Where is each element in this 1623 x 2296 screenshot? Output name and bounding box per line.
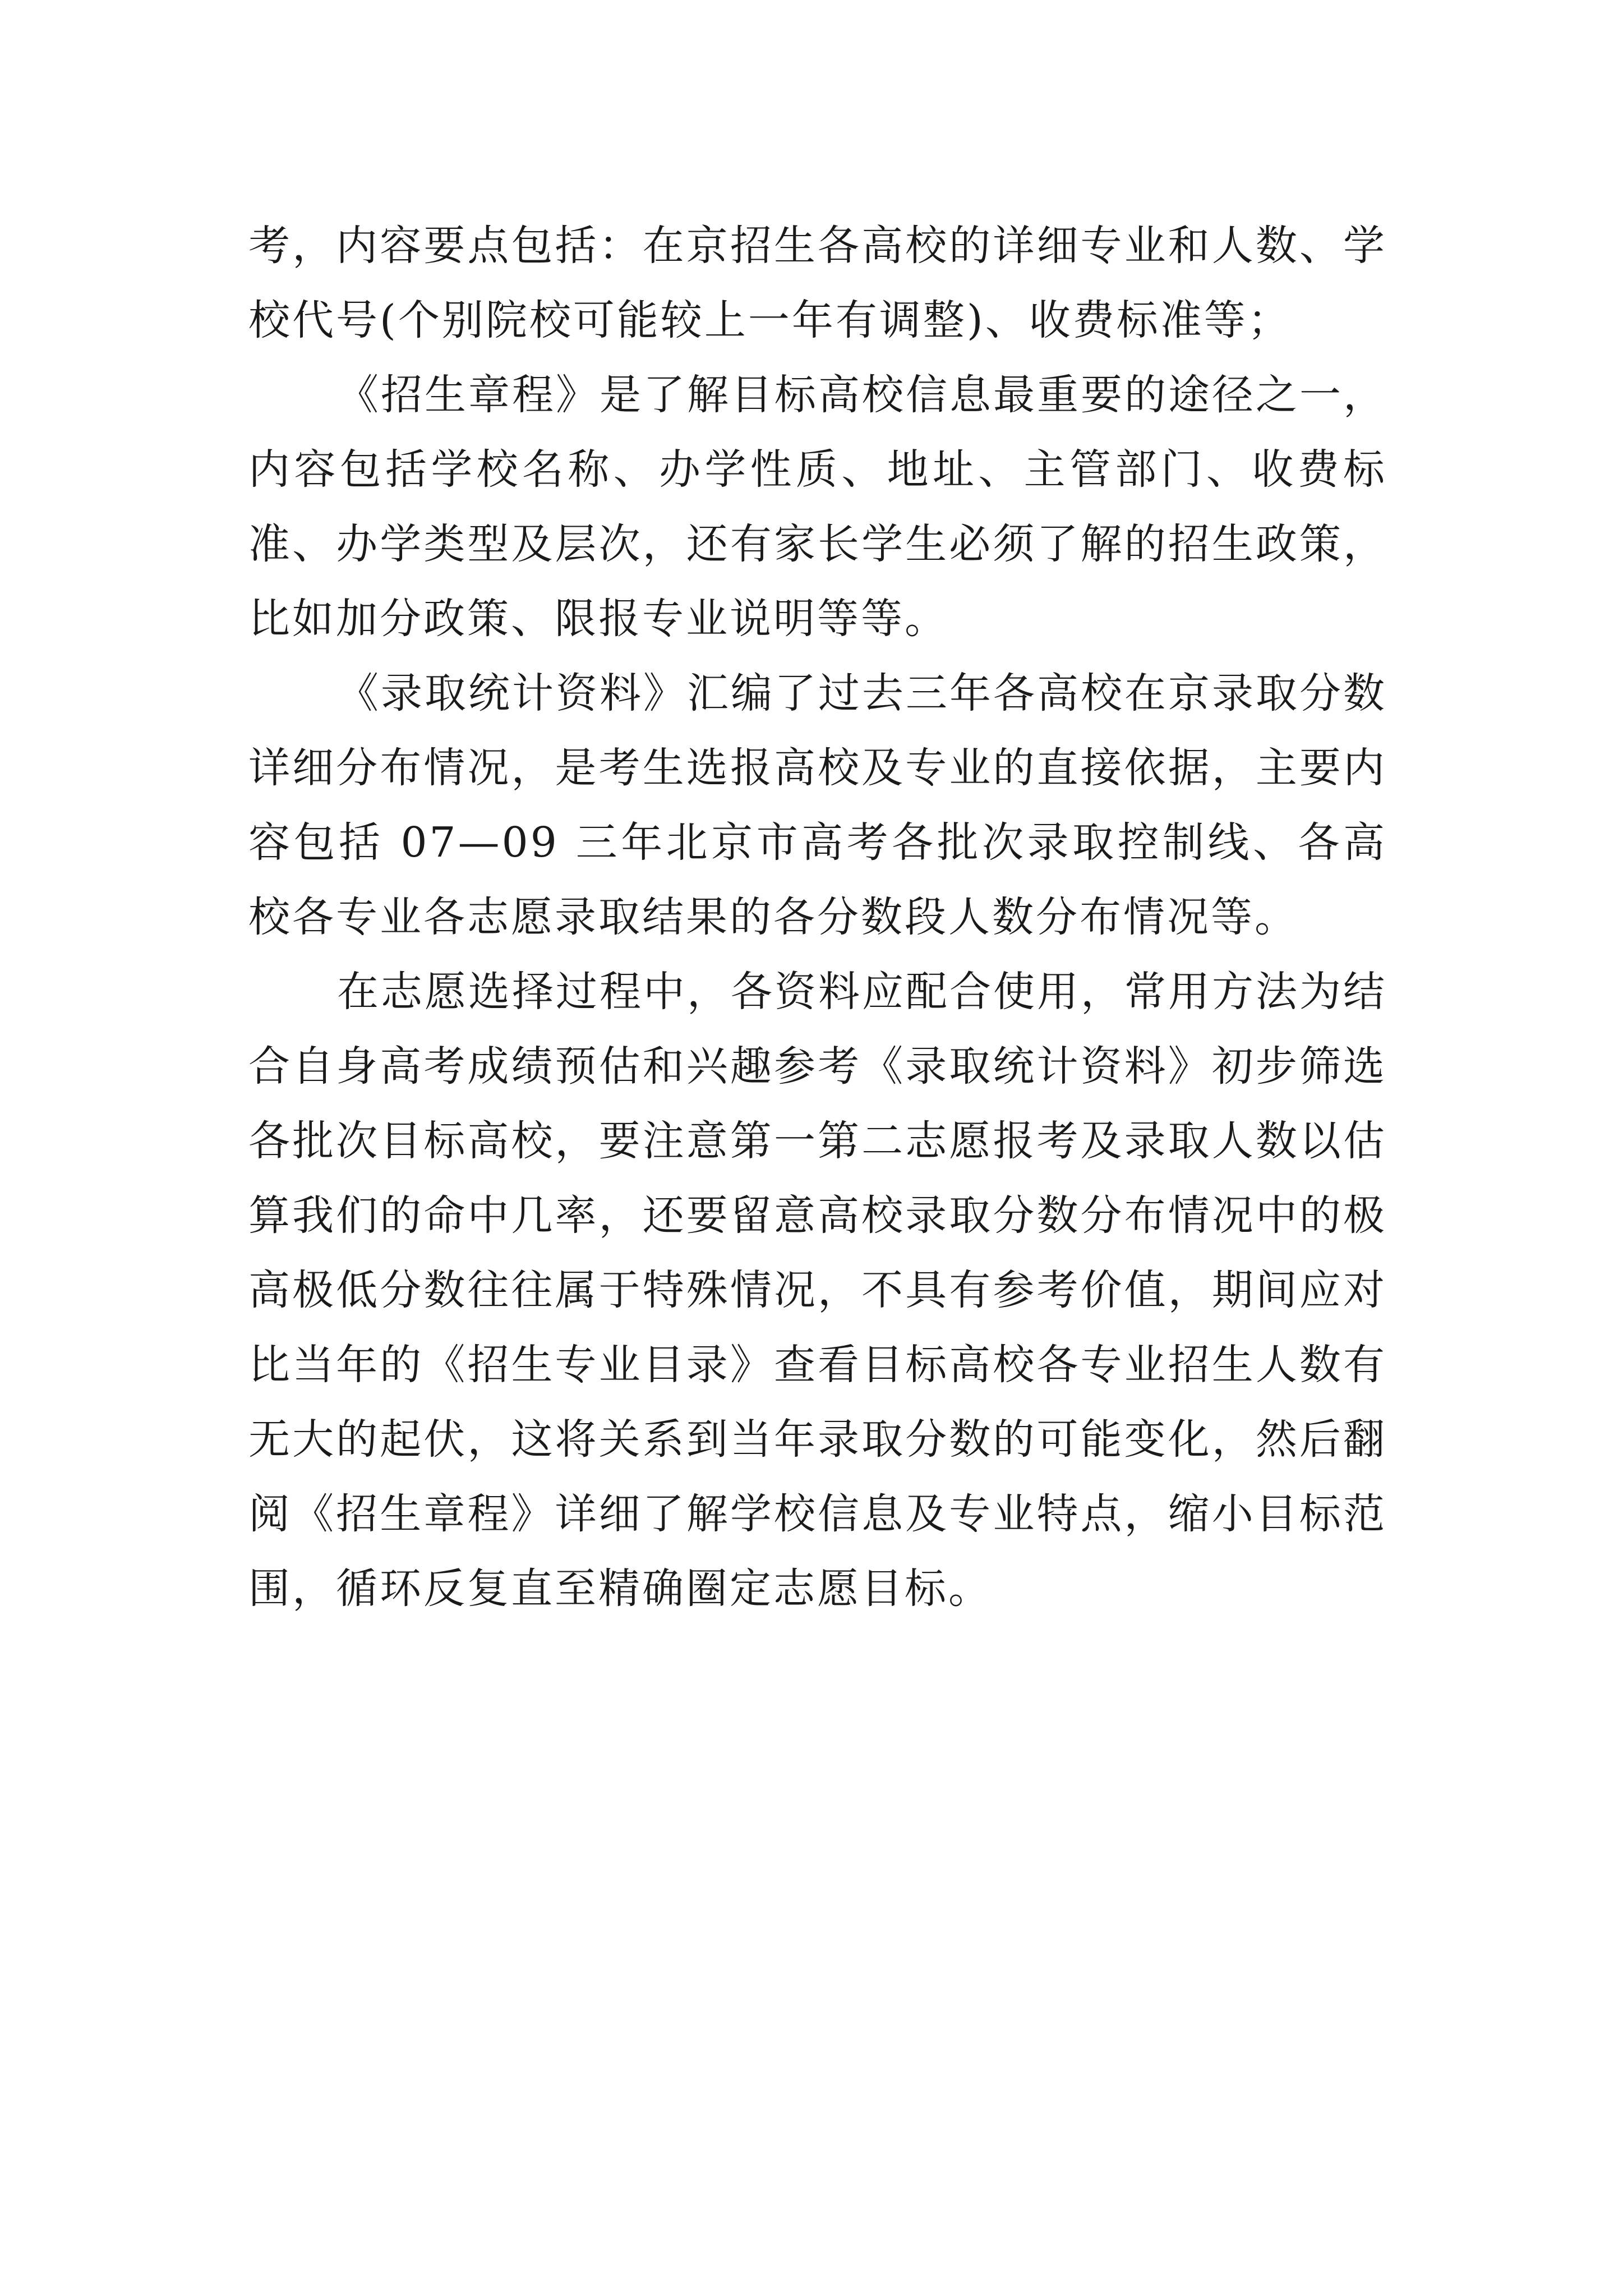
paragraph-admission-charter: 《招生章程》是了解目标高校信息最重要的途径之一，内容包括学校名称、办学性质、地址、主管部门、收费标准、办学类型及层次，还有家长学生必须了解的招生政策，比如加分政策、限报专业说明等等。 <box>248 371 1387 643</box>
paragraph-admission-statistics: 《录取统计资料》汇编了过去三年各高校在京录取分数详细分布情况，是考生选报高校及专业的直接依据，主要内容包括 07—09 三年北京市高考各批次录取控制线、各高校各专业各志愿录取结果的各分数段人数分布情况等。 <box>248 669 1387 941</box>
document-body <box>248 209 1387 1626</box>
paragraph-selection-method: 在志愿选择过程中，各资料应配合使用，常用方法为结合自身高考成绩预估和兴趣参考《录取统计资料》初步筛选各批次目标高校，要注意第一第二志愿报考及录取人数以估算我们的命中几率，还要留意高校录取分数分布情况中的极高极低分数往往属于特殊情况，不具有参考价值，期间应对比当年的《招生专业目录》查看目标高校各专业招生人数有无大的起伏，这将关系到当年录取分数的可能变化，然后翻阅《招生章程》详细了解学校信息及专业特点，缩小目标范围，循环反复直至精确圈定志愿目标。 <box>248 968 1387 1613</box>
paragraph-continuation: 考，内容要点包括：在京招生各高校的详细专业和人数、学校代号(个别院校可能较上一年有调整)、收费标准等； <box>248 222 1387 344</box>
